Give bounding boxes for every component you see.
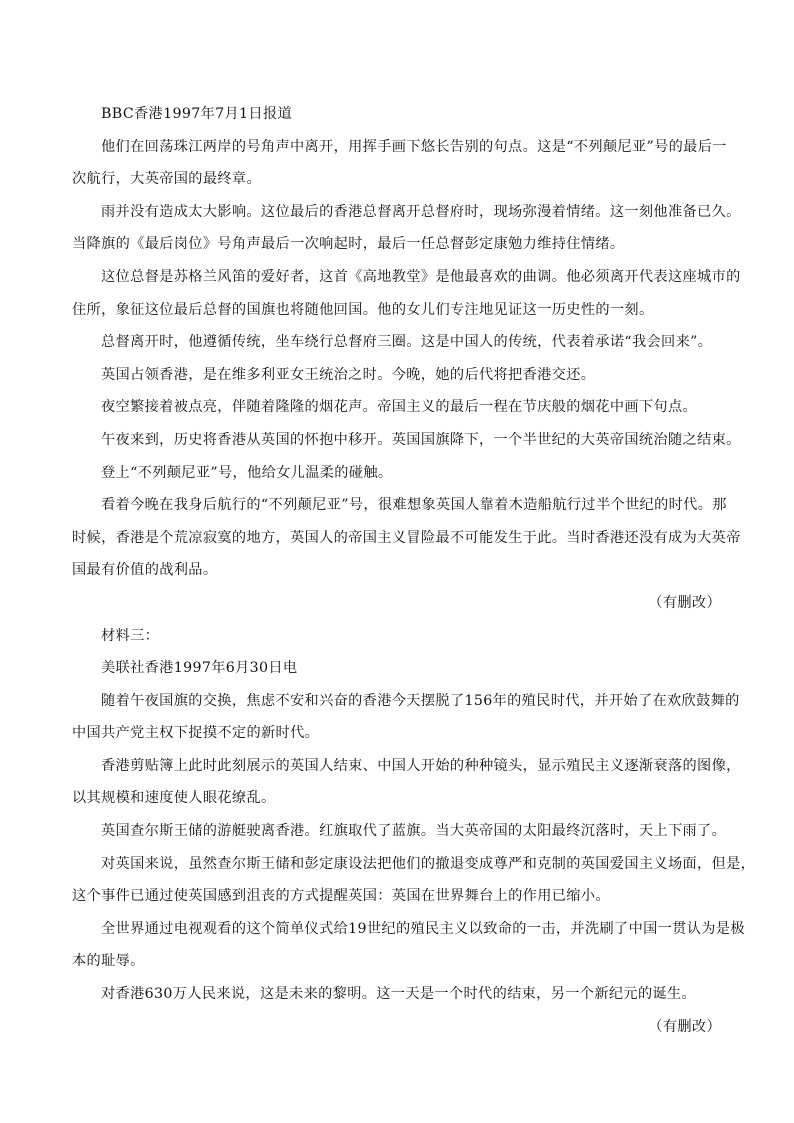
section-heading: 材料三： [101,627,160,644]
paragraph-line: 次航行，大英帝国的最终章。 [72,171,261,188]
paragraph-line: 时候，香港是个荒凉寂寞的地方，英国人的帝国主义冒险最不可能发生于此。当时香港还没有成为大英帝 [72,529,741,546]
paragraph-line: 当降旗的《最后岗位》号角声最后一次响起时，最后一任总督彭定康勉力维持住情绪。 [72,236,625,253]
paragraph-first-line: 午夜来到，历史将香港从英国的怀抱中移开。英国国旗降下，一个半世纪的大英帝国统治随之结束。 [101,431,741,448]
paragraph-first-line: 看着今晚在我身后航行的“不列颠尼亚”号，很难想象英国人靠着木造船航行过半个世纪的时代。那 [101,497,727,514]
paragraph-first-line: 雨并没有造成太大影响。这位最后的香港总督离开总督府时，现场弥漫着情绪。这一刻他准备已久。 [101,203,741,220]
paragraph-first-line: 夜空繁接着被点亮，伴随着隆隆的烟花声。帝国主义的最后一程在节庆般的烟花中画下句点。 [101,399,698,416]
paragraph-line: 中国共产党主权下捉摸不定的新时代。 [72,725,320,742]
paragraph-first-line: 总督离开时，他遵循传统，坐车绕行总督府三圈。这是中国人的传统，代表着承诺“我会回来”。 [101,334,713,351]
paragraph-first-line: 香港剪贴簿上此时此刻展示的英国人结束、中国人开始的种种镜头，显示殖民主义逐渐衰落的图像， [101,757,741,774]
paragraph-line: 以其规模和速度使人眼花缭乱。 [72,790,276,807]
paragraph-first-line: 对英国来说，虽然查尔斯王储和彭定康设法把他们的撤退变成尊严和克制的英国爱国主义场面，但是， [101,855,756,872]
paragraph-first-line: 对香港630万人民来说，这是未来的黎明。这一天是一个时代的结束，另一个新纪元的诞生。 [101,986,697,1003]
paragraph-first-line: 英国占领香港，是在维多利亚女王统治之时。今晚，她的后代将把香港交还。 [101,366,596,383]
document-body [72,98,756,1043]
paragraph-line: 国最有价值的战利品。 [72,562,218,579]
source-line: 美联社香港1997年6月30日电 [101,660,298,677]
paragraph-first-line: 登上“不列颠尼亚”号，他给女儿温柔的碰触。 [101,464,393,481]
edit-note: （有删改） [648,594,721,611]
paragraph-first-line: 随着午夜国旗的交换，焦虑不安和兴奋的香港今天摆脱了156年的殖民时代，并开始了在欢欣鼓舞的 [101,692,740,709]
source-line: BBC香港1997年7月1日报道 [101,106,293,122]
paragraph-line: 本的耻辱。 [72,953,145,970]
paragraph-first-line: 英国查尔斯王储的游艇驶离香港。红旗取代了蓝旗。当大英帝国的太阳最终沉落时，天上下雨了。 [101,823,727,840]
paragraph-line: 住所，象征这位最后总督的国旗也将随他回国。他的女儿们专注地见证这一历史性的一刻。 [72,301,654,318]
paragraph-line: 这个事件已通过使英国感到沮丧的方式提醒英国：英国在世界舞台上的作用已缩小。 [72,888,610,905]
edit-note: （有删改） [648,1018,721,1035]
paragraph-first-line: 全世界通过电视观看的这个简单仪式给19世纪的殖民主义以致命的一击，并洗刷了中国一贯认为是极 [101,920,745,937]
paragraph-first-line: 他们在回荡珠江两岸的号角声中离开，用挥手画下悠长告别的句点。这是“不列颠尼亚”号的最后一 [101,138,727,155]
paragraph-first-line: 这位总督是苏格兰风笛的爱好者，这首《高地教堂》是他最喜欢的曲调。他必须离开代表这座城市的 [101,268,741,285]
